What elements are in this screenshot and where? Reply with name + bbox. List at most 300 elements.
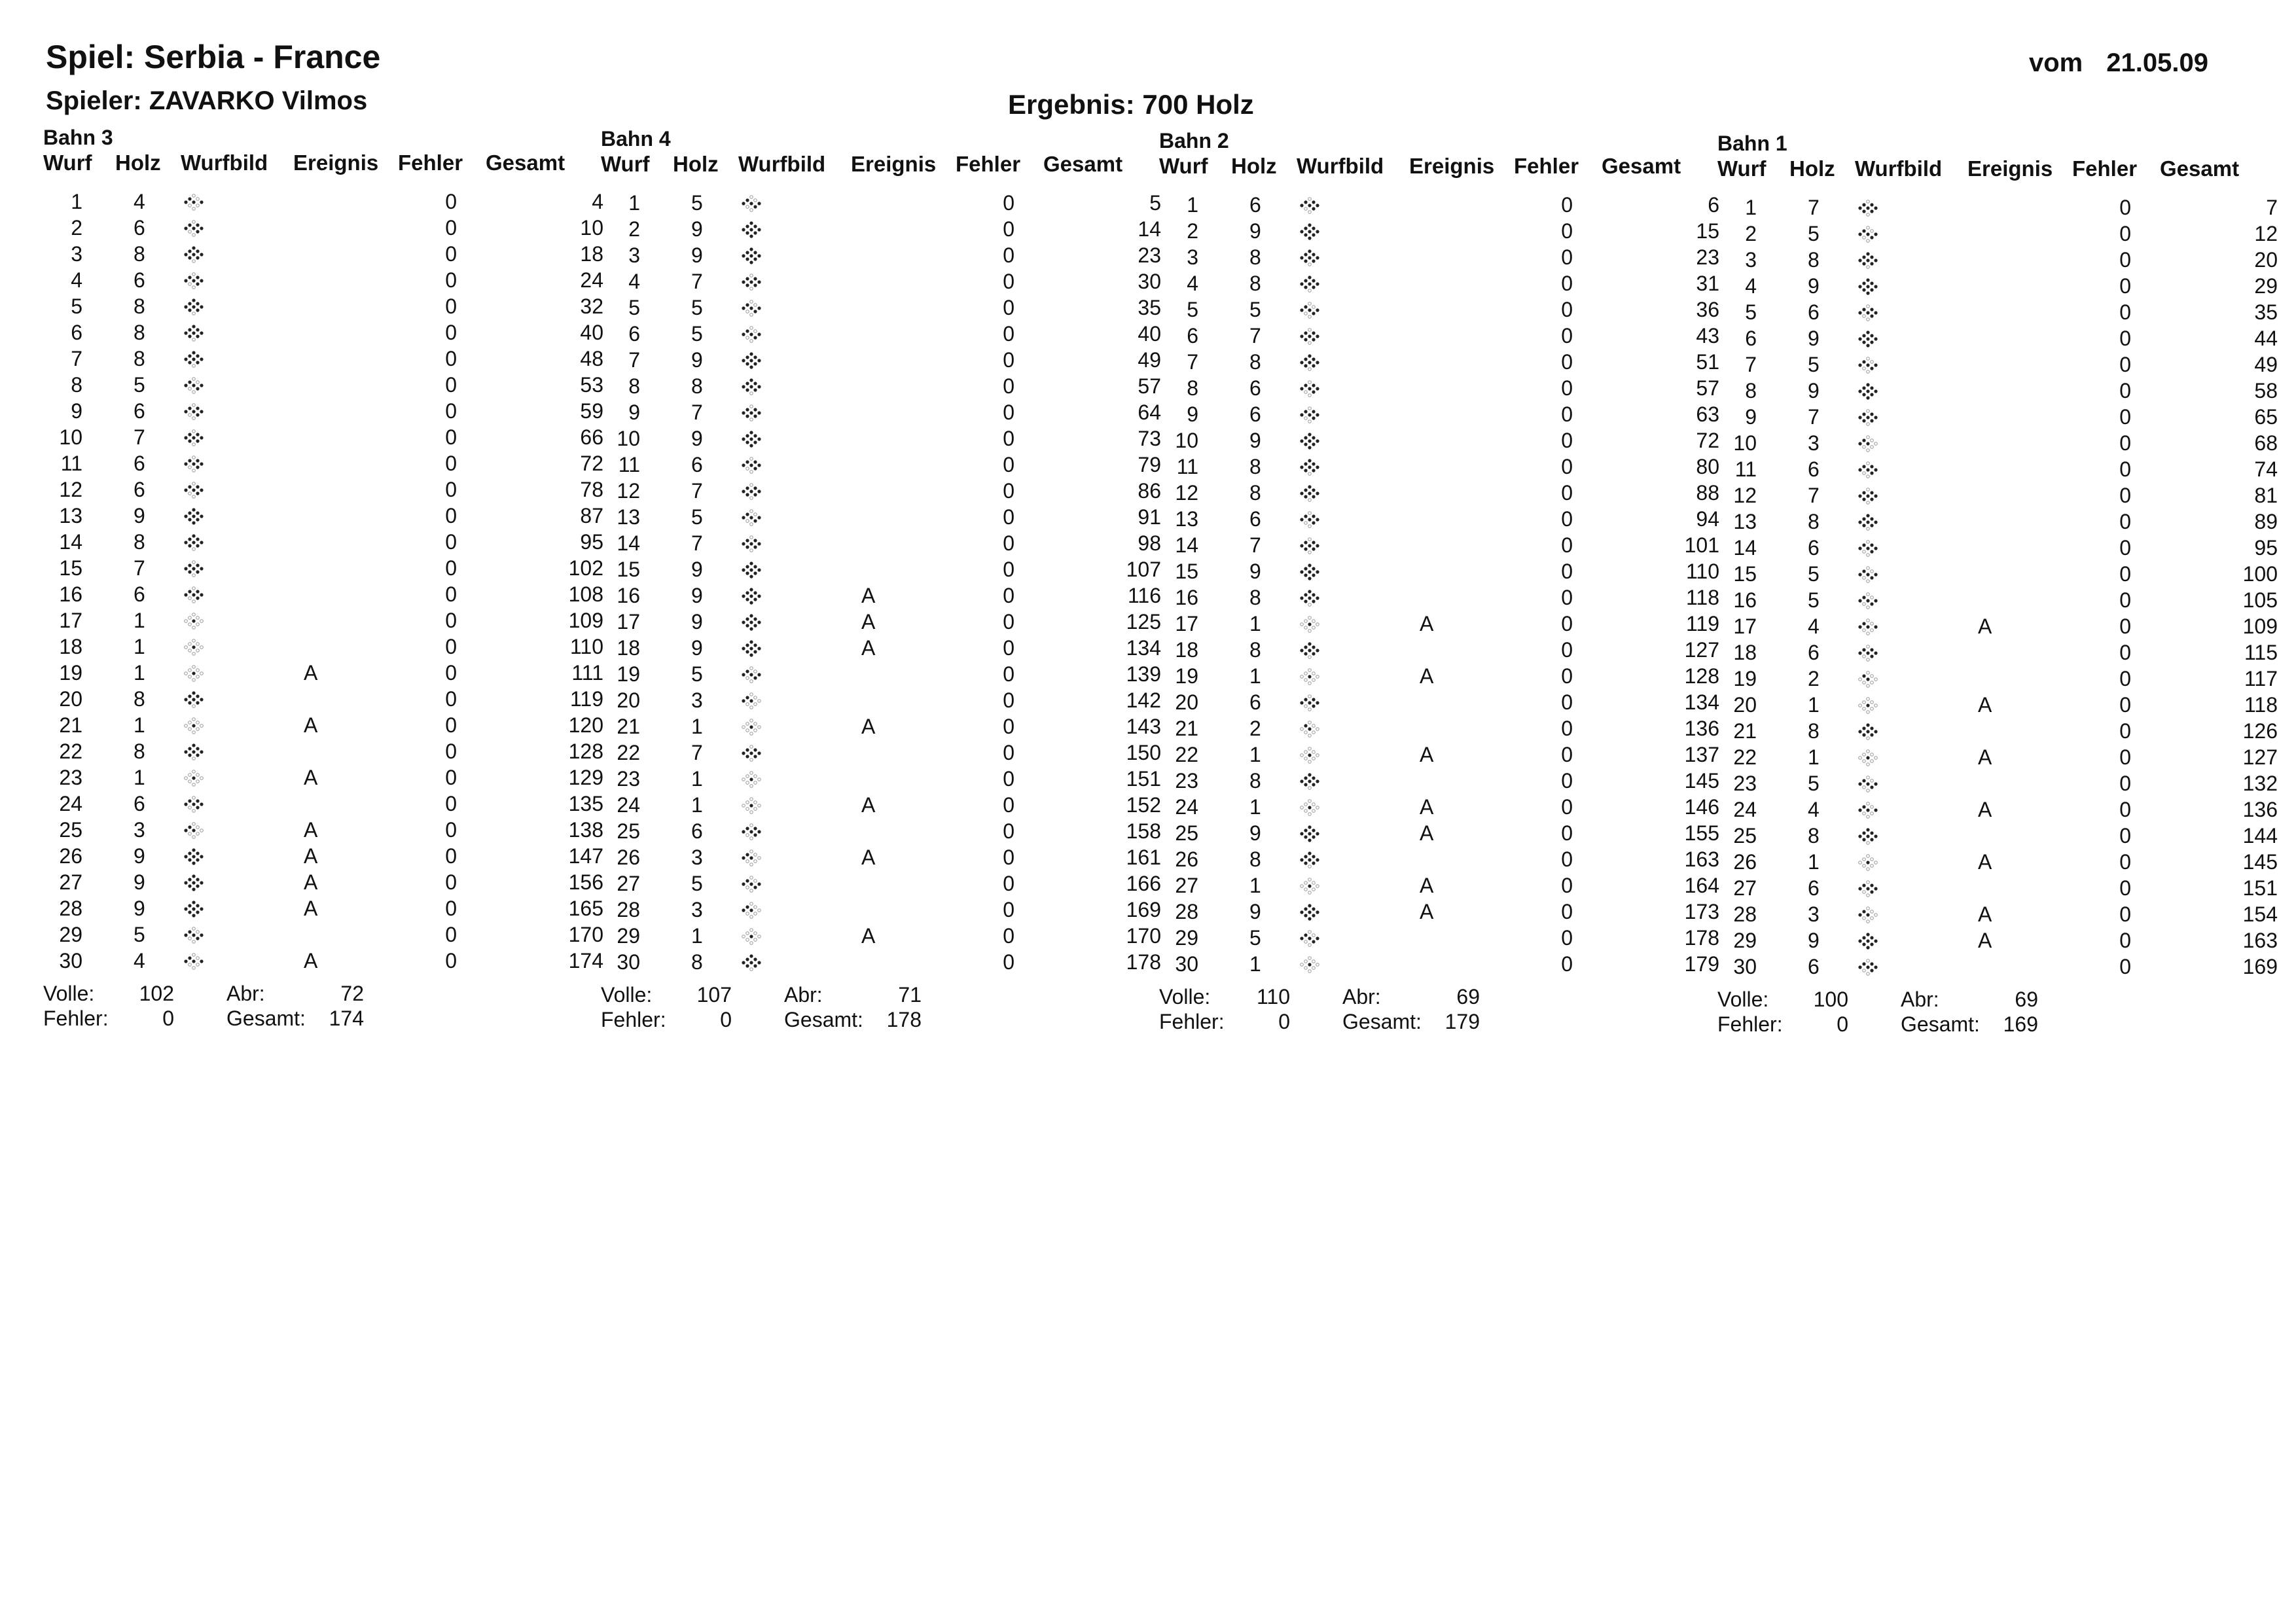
pins-count: 8	[1249, 272, 1261, 295]
fault-count: 0	[1561, 612, 1573, 635]
table-row	[1717, 456, 2278, 482]
running-total: 120	[568, 713, 603, 737]
abr-label: Abr:	[226, 982, 265, 1005]
table-row	[43, 319, 603, 346]
running-total: 128	[1684, 664, 1719, 688]
table-row	[601, 844, 1161, 870]
pins-count: 8	[1808, 510, 1820, 533]
table-row	[43, 555, 603, 581]
pin-diagram-icon	[1295, 223, 1327, 240]
fault-count: 0	[2119, 850, 2131, 874]
table-row	[43, 188, 603, 215]
lane-bahn-3	[43, 126, 603, 1107]
throw-number: 19	[617, 662, 640, 686]
table-row	[43, 529, 603, 555]
pins-count: 9	[1249, 429, 1261, 452]
pin-diagram-icon	[1854, 880, 1885, 897]
fault-count: 0	[1003, 872, 1014, 895]
running-total: 63	[1696, 402, 1719, 426]
throw-number: 30	[1175, 952, 1198, 976]
fault-count: 0	[1003, 793, 1014, 817]
event-marker: A	[304, 870, 318, 894]
table-row	[601, 713, 1161, 740]
event-marker: A	[304, 897, 318, 920]
event-marker: A	[861, 715, 876, 738]
fault-count: 0	[1003, 348, 1014, 372]
pins-count: 9	[1249, 560, 1261, 583]
pins-count: 6	[134, 216, 145, 240]
running-total: 169	[1126, 898, 1161, 921]
table-row	[1717, 221, 2278, 247]
gesamt-value: 174	[329, 1007, 364, 1030]
pins-count: 8	[1249, 481, 1261, 505]
throw-number: 5	[1745, 300, 1757, 324]
throw-number: 16	[1733, 588, 1757, 612]
pins-count: 8	[1249, 245, 1261, 269]
throw-number: 9	[1745, 405, 1757, 429]
throw-number: 9	[1187, 402, 1198, 426]
running-total: 79	[1138, 453, 1161, 476]
pins-count: 1	[134, 766, 145, 789]
table-row	[1717, 535, 2278, 561]
table-row	[601, 399, 1161, 425]
pins-count: 5	[691, 872, 703, 895]
fault-count: 0	[445, 373, 457, 397]
throw-number: 22	[1175, 743, 1198, 766]
pin-diagram-icon	[179, 639, 211, 656]
fault-count: 0	[1561, 455, 1573, 478]
pins-count: 7	[134, 556, 145, 580]
throw-number: 4	[628, 270, 640, 293]
table-row	[43, 921, 603, 948]
event-marker: A	[1978, 929, 1992, 952]
pins-count: 8	[691, 950, 703, 974]
fault-count: 0	[1561, 769, 1573, 793]
running-total: 146	[1684, 795, 1719, 819]
table-row	[601, 268, 1161, 294]
throw-number: 14	[1733, 536, 1757, 560]
throw-number: 28	[1733, 902, 1757, 926]
throw-number: 12	[59, 478, 82, 501]
running-total: 23	[1696, 245, 1719, 269]
fault-count: 0	[2119, 667, 2131, 690]
table-row	[43, 398, 603, 424]
running-total: 44	[2254, 327, 2278, 350]
lane-title: Bahn 1	[1717, 132, 1787, 155]
gesamt-label: Gesamt:	[1342, 1010, 1422, 1033]
pin-diagram-icon	[179, 848, 211, 865]
running-total: 119	[1685, 612, 1719, 635]
fault-count: 0	[1003, 636, 1014, 660]
running-total: 87	[580, 504, 603, 527]
fehler-value: 0	[1278, 1010, 1290, 1033]
pins-count: 8	[1249, 350, 1261, 374]
running-total: 88	[1696, 481, 1719, 505]
running-total: 170	[1126, 924, 1161, 948]
event-marker: A	[1420, 874, 1434, 897]
table-row	[43, 424, 603, 450]
event-marker: A	[304, 713, 318, 737]
table-row	[601, 740, 1161, 766]
pins-count: 7	[691, 270, 703, 293]
pin-diagram-icon	[179, 429, 211, 446]
pin-diagram-icon	[179, 272, 211, 289]
running-total: 105	[2242, 588, 2278, 612]
pin-diagram-icon	[1854, 959, 1885, 976]
running-total: 18	[580, 242, 603, 266]
pin-diagram-icon	[1295, 485, 1327, 502]
lane-title: Bahn 3	[43, 126, 113, 149]
pin-diagram-icon	[1295, 747, 1327, 764]
pin-diagram-icon	[1854, 435, 1885, 452]
table-row	[43, 346, 603, 372]
pin-diagram-icon	[179, 351, 211, 368]
running-total: 151	[2242, 876, 2278, 900]
throw-number: 26	[1175, 847, 1198, 871]
pin-diagram-icon	[737, 431, 768, 448]
pin-diagram-icon	[1854, 514, 1885, 531]
table-row	[601, 452, 1161, 478]
fault-count: 0	[1561, 900, 1573, 923]
table-row	[601, 661, 1161, 687]
pin-diagram-icon	[737, 378, 768, 395]
pin-diagram-icon	[1295, 406, 1327, 423]
fault-count: 0	[1003, 453, 1014, 476]
pin-diagram-icon	[1295, 694, 1327, 711]
fault-count: 0	[1561, 664, 1573, 688]
pin-diagram-icon	[179, 482, 211, 499]
pins-count: 6	[134, 268, 145, 292]
fehler-value: 0	[1837, 1012, 1848, 1036]
throw-number: 22	[1733, 745, 1757, 769]
fault-count: 0	[445, 452, 457, 475]
table-row	[1159, 820, 1719, 846]
running-total: 117	[2244, 667, 2278, 690]
event-marker: A	[1420, 821, 1434, 845]
table-row	[601, 347, 1161, 373]
table-row	[1159, 401, 1719, 427]
throw-number: 27	[1733, 876, 1757, 900]
pins-count: 4	[134, 949, 145, 972]
table-row	[601, 373, 1161, 399]
table-row	[43, 581, 603, 607]
pin-diagram-icon	[1854, 697, 1885, 714]
pin-diagram-icon	[179, 691, 211, 708]
throw-number: 7	[628, 348, 640, 372]
table-row	[1159, 427, 1719, 454]
pin-diagram-icon	[1854, 854, 1885, 871]
throw-number: 25	[617, 819, 640, 843]
fault-count: 0	[2119, 222, 2131, 245]
throw-number: 6	[628, 322, 640, 346]
table-row	[1159, 846, 1719, 872]
running-total: 109	[568, 609, 603, 632]
table-row	[1717, 849, 2278, 875]
throw-number: 12	[617, 479, 640, 503]
throw-number: 6	[1745, 327, 1757, 350]
fault-count: 0	[2119, 536, 2131, 560]
pins-count: 8	[134, 242, 145, 266]
table-row	[43, 215, 603, 241]
lane-title: Bahn 2	[1159, 129, 1229, 152]
throw-number: 21	[617, 715, 640, 738]
throw-number: 13	[59, 504, 82, 527]
throw-number: 14	[617, 531, 640, 555]
running-total: 40	[1138, 322, 1161, 346]
throw-number: 5	[628, 296, 640, 319]
fault-count: 0	[1561, 717, 1573, 740]
pin-diagram-icon	[737, 247, 768, 264]
pins-count: 9	[1808, 379, 1820, 402]
col-wurfbild-header: Wurfbild	[1297, 154, 1384, 178]
pins-count: 9	[691, 427, 703, 450]
abr-label: Abr:	[1342, 985, 1381, 1008]
pin-diagram-icon	[1295, 904, 1327, 921]
running-total: 74	[2254, 457, 2278, 481]
abr-label: Abr:	[1901, 988, 1939, 1011]
pins-count: 6	[1808, 955, 1820, 978]
pin-diagram-icon	[1295, 773, 1327, 790]
running-total: 35	[1138, 296, 1161, 319]
table-row	[601, 949, 1161, 975]
pin-diagram-icon	[737, 692, 768, 709]
col-gesamt-header: Gesamt	[486, 151, 565, 175]
running-total: 110	[1685, 560, 1719, 583]
pins-count: 8	[134, 740, 145, 763]
event-marker: A	[304, 661, 318, 685]
pin-diagram-icon	[179, 560, 211, 577]
running-total: 35	[2254, 300, 2278, 324]
throw-number: 15	[1733, 562, 1757, 586]
pins-count: 1	[1249, 664, 1261, 688]
fault-count: 0	[1561, 743, 1573, 766]
fault-count: 0	[2119, 353, 2131, 376]
running-total: 143	[1126, 715, 1161, 738]
running-total: 14	[1138, 217, 1161, 241]
lane-bahn-2	[1159, 129, 1719, 1111]
fault-count: 0	[445, 347, 457, 370]
fault-count: 0	[445, 818, 457, 842]
gesamt-label: Gesamt:	[784, 1008, 863, 1031]
gesamt-value: 178	[886, 1008, 922, 1031]
pins-count: 8	[1249, 847, 1261, 871]
pin-diagram-icon	[1854, 252, 1885, 269]
pins-count: 3	[691, 898, 703, 921]
pins-count: 5	[1808, 562, 1820, 586]
pin-diagram-icon	[737, 195, 768, 212]
pins-count: 6	[691, 453, 703, 476]
pin-diagram-icon	[1295, 249, 1327, 266]
fault-count: 0	[1003, 479, 1014, 503]
pins-count: 5	[1808, 353, 1820, 376]
throw-number: 20	[617, 688, 640, 712]
pins-count: 1	[1249, 952, 1261, 976]
pin-diagram-icon	[1295, 563, 1327, 580]
pins-count: 5	[691, 191, 703, 215]
table-row	[1159, 637, 1719, 663]
fault-count: 0	[2119, 562, 2131, 586]
throw-number: 26	[1733, 850, 1757, 874]
table-row	[43, 686, 603, 712]
pins-count: 6	[1249, 193, 1261, 217]
pin-diagram-icon	[1295, 956, 1327, 973]
throw-number: 30	[59, 949, 82, 972]
throw-number: 23	[59, 766, 82, 789]
pin-diagram-icon	[1854, 540, 1885, 557]
pin-diagram-icon	[179, 220, 211, 237]
running-total: 136	[1684, 717, 1719, 740]
running-total: 30	[1138, 270, 1161, 293]
table-row	[43, 241, 603, 267]
pins-count: 4	[1808, 615, 1820, 638]
result-total: Ergebnis: 700 Holz	[1008, 89, 1254, 120]
pin-diagram-icon	[737, 326, 768, 343]
pins-count: 5	[1808, 222, 1820, 245]
col-wurfbild-header: Wurfbild	[181, 151, 268, 175]
fault-count: 0	[1003, 846, 1014, 869]
pins-count: 9	[691, 610, 703, 633]
table-row	[43, 869, 603, 895]
table-row	[43, 503, 603, 529]
throw-number: 29	[1175, 926, 1198, 950]
pin-diagram-icon	[1854, 488, 1885, 505]
running-total: 142	[1126, 688, 1161, 712]
pin-diagram-icon	[1295, 380, 1327, 397]
table-row	[601, 766, 1161, 792]
running-total: 23	[1138, 243, 1161, 267]
summary-row-2	[43, 1005, 410, 1031]
col-ereignis-header: Ereignis	[1967, 156, 2053, 181]
pins-count: 7	[1249, 324, 1261, 348]
throw-number: 19	[59, 661, 82, 685]
pins-count: 5	[691, 662, 703, 686]
table-row	[1159, 925, 1719, 951]
running-total: 43	[1696, 324, 1719, 348]
pins-count: 3	[691, 846, 703, 869]
fault-count: 0	[2119, 327, 2131, 350]
fault-count: 0	[1561, 481, 1573, 505]
throw-number: 23	[1733, 772, 1757, 795]
table-row	[601, 870, 1161, 897]
fault-count: 0	[445, 635, 457, 658]
table-row	[601, 687, 1161, 713]
pins-count: 8	[1808, 719, 1820, 743]
pins-count: 6	[691, 819, 703, 843]
throw-number: 9	[71, 399, 82, 423]
table-row	[1717, 770, 2278, 796]
table-row	[1717, 666, 2278, 692]
pins-count: 1	[1808, 850, 1820, 874]
table-row	[1717, 954, 2278, 980]
pin-diagram-icon	[1854, 304, 1885, 321]
fault-count: 0	[2119, 510, 2131, 533]
throw-number: 5	[1187, 298, 1198, 321]
table-row	[601, 294, 1161, 321]
fault-count: 0	[445, 321, 457, 344]
throw-number: 29	[59, 923, 82, 946]
pins-count: 8	[1249, 638, 1261, 662]
throw-number: 5	[71, 294, 82, 318]
pin-diagram-icon	[179, 194, 211, 211]
pin-diagram-icon	[1295, 328, 1327, 345]
pins-count: 5	[1249, 298, 1261, 321]
throw-number: 10	[59, 425, 82, 449]
pins-count: 4	[134, 190, 145, 213]
pins-count: 1	[134, 609, 145, 632]
pin-diagram-icon	[737, 876, 768, 893]
table-row	[1159, 244, 1719, 270]
fault-count: 0	[2119, 615, 2131, 638]
table-row	[601, 478, 1161, 504]
pin-diagram-icon	[737, 640, 768, 657]
fault-count: 0	[1003, 374, 1014, 398]
pins-count: 1	[691, 793, 703, 817]
event-marker: A	[1978, 902, 1992, 926]
running-total: 31	[1696, 272, 1719, 295]
throw-number: 8	[71, 373, 82, 397]
throw-number: 23	[617, 767, 640, 791]
throw-number: 1	[71, 190, 82, 213]
pins-count: 9	[691, 348, 703, 372]
running-total: 134	[1684, 690, 1719, 714]
col-gesamt-header: Gesamt	[1602, 154, 1681, 178]
event-marker: A	[861, 793, 876, 817]
throw-number: 26	[59, 844, 82, 868]
running-total: 32	[580, 294, 603, 318]
col-gesamt-header: Gesamt	[2160, 156, 2240, 181]
throw-number: 20	[1175, 690, 1198, 714]
running-total: 127	[1684, 638, 1719, 662]
pin-diagram-icon	[737, 745, 768, 762]
throw-number: 1	[1187, 193, 1198, 217]
pin-diagram-icon	[179, 743, 211, 760]
running-total: 116	[1127, 584, 1161, 607]
table-row	[1717, 430, 2278, 456]
pins-count: 1	[1249, 874, 1261, 897]
running-total: 51	[1696, 350, 1719, 374]
throw-number: 19	[1175, 664, 1198, 688]
summary-row-1	[1159, 984, 1526, 1010]
throw-number: 25	[1733, 824, 1757, 847]
throw-number: 7	[1745, 353, 1757, 376]
pin-diagram-icon	[1295, 721, 1327, 738]
table-row	[1717, 378, 2278, 404]
pins-count: 9	[134, 844, 145, 868]
event-marker: A	[304, 844, 318, 868]
pin-diagram-icon	[1854, 828, 1885, 845]
throw-number: 2	[628, 217, 640, 241]
fehler-value: 0	[720, 1008, 732, 1031]
running-total: 144	[2242, 824, 2278, 847]
fehler-label: Fehler:	[1159, 1010, 1225, 1033]
throw-number: 24	[1733, 798, 1757, 821]
event-marker: A	[861, 584, 876, 607]
throw-number: 29	[1733, 929, 1757, 952]
fault-count: 0	[1003, 531, 1014, 555]
table-row	[43, 450, 603, 476]
running-total: 7	[2266, 196, 2278, 219]
col-ereignis-header: Ereignis	[293, 151, 379, 175]
throw-number: 28	[1175, 900, 1198, 923]
pin-diagram-icon	[737, 666, 768, 683]
table-row	[1159, 218, 1719, 244]
pin-diagram-icon	[1295, 276, 1327, 293]
throw-number: 2	[71, 216, 82, 240]
fault-count: 0	[1003, 296, 1014, 319]
throw-number: 17	[59, 609, 82, 632]
event-marker: A	[1978, 693, 1992, 717]
table-row	[1159, 872, 1719, 899]
